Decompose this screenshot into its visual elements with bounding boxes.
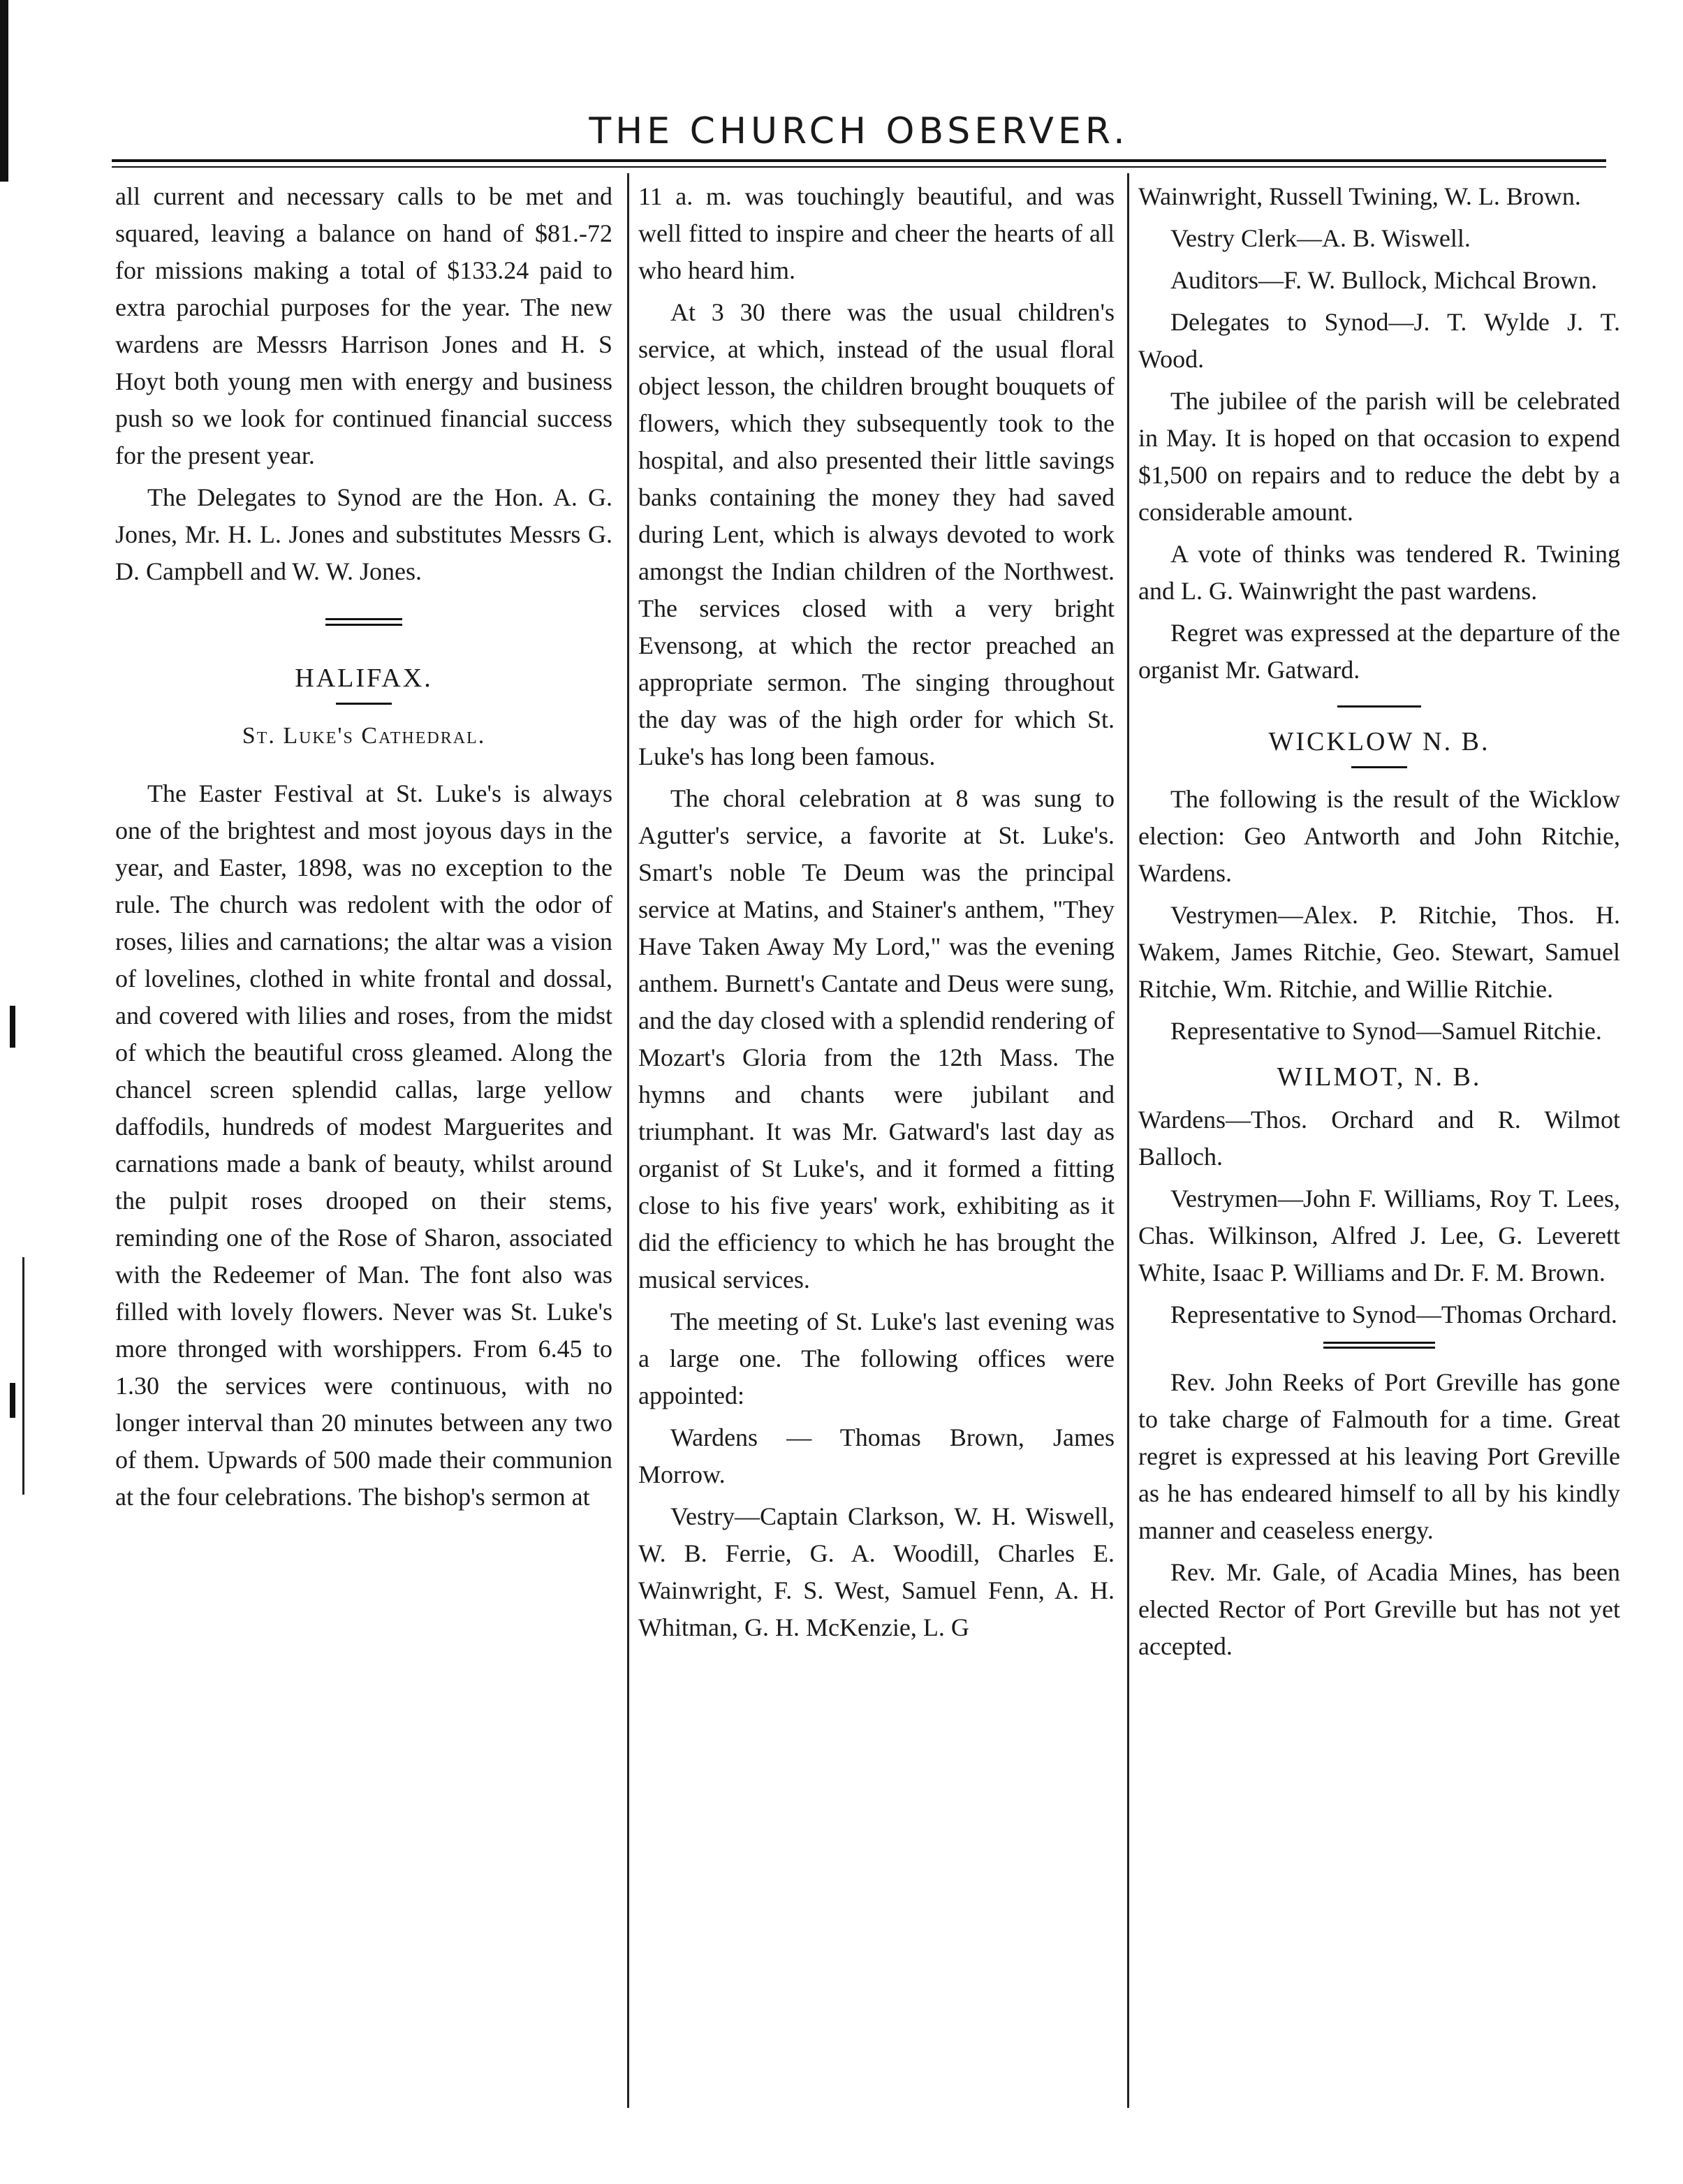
article-paragraph: A vote of thinks was tendered R. Twining and L. G. Wainwright the past wardens. <box>1138 540 1620 605</box>
article-paragraph: Rev. John Reeks of Port Greville has gone to take charge of Falmouth for a time. Great regret is expressed at his leaving Port Greville as he has endeared himself to all by his kindly manner and ceaseless energy. <box>1138 1368 1620 1544</box>
article-paragraph: Representative to Synod—Thomas Orchard. <box>1170 1300 1617 1328</box>
article-paragraph: The meeting of St. Luke's last evening was a large one. The following offices were appointed: <box>638 1307 1115 1409</box>
article-paragraph: Regret was expressed at the departure of the organist Mr. Gatward. <box>1138 619 1620 684</box>
section-heading: WILMOT, N. B. <box>1277 1062 1482 1092</box>
article-paragraph: Rev. Mr. Gale, of Acadia Mines, has been elected Rector of Port Greville but has not yet accepted. <box>1138 1558 1620 1660</box>
article-paragraph: At 3 30 there was the usual children's service, at which, instead of the usual floral object lesson, the children brought bouquets of flowers, which they subsequently took to the hospital, and also presented their little savings banks containing the money they had saved during Lent, which is always devoted to work amongst the Indian children of the Northwest. The services closed with a very bright Evensong, at which the rector preached an appropriate sermon. The singing throughout the day was of the high order for which St. Luke's has long been famous. <box>638 298 1115 770</box>
column-rule <box>627 173 629 2108</box>
article-paragraph: The Delegates to Synod are the Hon. A. G. Jones, Mr. H. L. Jones and substitutes Messrs G. D. Campbell and W. W. Jones. <box>115 483 612 585</box>
article-paragraph: Vestrymen—John F. Williams, Roy T. Lees, Chas. Wilkinson, Alfred J. Lee, G. Leverett White, Isaac P. Williams and Dr. F. M. Brown. <box>1138 1185 1620 1287</box>
article-paragraph: Wardens — Thomas Brown, James Morrow. <box>638 1423 1115 1488</box>
article-paragraph: 11 a. m. was touchingly beautiful, and was well fitted to inspire and cheer the hearts of all who heard him. <box>638 182 1115 284</box>
section-heading: HALIFAX. <box>295 664 433 693</box>
section-heading: WICKLOW N. B. <box>1268 727 1490 756</box>
column-3 <box>1138 178 1620 2120</box>
article-paragraph: The Easter Festival at St. Luke's is always one of the brightest and most joyous days in the year, and Easter, 1898, was no exception to the rule. The church was redolent with the odor of roses, lilies and carnations; the altar was a vision of lovelines, clothed in white frontal and dossal, and covered with lilies and roses, from the midst of which the beautiful cross gleamed. Along the chancel screen splendid callas, large yellow daffodils, hundreds of modest Marguerites and carnations made a bank of beauty, whilst around the pulpit roses drooped on their stems, reminding one of the Rose of Sharon, associated with the Redeemer of Man. The font also was filled with lovely flowers. Never was St. Luke's more thronged with worshippers. From 6.45 to 1.30 the services were continuous, with no longer interval than 20 minutes between any two of them. Upwards of 500 made their communion at the four celebrations. The bishop's sermon at <box>115 779 612 1511</box>
article-paragraph: Vestrymen—Alex. P. Ritchie, Thos. H. Wakem, James Ritchie, Geo. Stewart, Samuel Ritchie, Wm. Ritchie, and Willie Ritchie. <box>1138 901 1620 1003</box>
article-paragraph: all current and necessary calls to be met and squared, leaving a balance on hand of $81.-72 for missions making a total of $133.24 paid to extra parochial purposes for the year. The new wardens are Messrs Harrison Jones and H. S Hoyt both young men with energy and business push so we look for continued financial success for the present year. <box>115 182 612 469</box>
article-paragraph: Wainwright, Russell Twining, W. L. Brown. <box>1138 182 1581 210</box>
column-rule <box>1127 173 1129 2108</box>
section-divider <box>1323 1342 1435 1349</box>
article-paragraph: The jubilee of the parish will be celebrated in May. It is hoped on that occasion to expend $1,500 on repairs and to reduce the debt by a considerable amount. <box>1138 387 1620 526</box>
margin-speck <box>22 1257 24 1495</box>
masthead-title: THE CHURCH OBSERVER. <box>589 110 1129 152</box>
section-divider <box>1337 705 1421 708</box>
article-paragraph: Vestry—Captain Clarkson, W. H. Wiswell, W. B. Ferrie, G. A. Woodill, Charles E. Wainwright, F. S. West, Samuel Fenn, A. H. Whitman, G. H. McKenzie, L. G <box>638 1502 1115 1641</box>
article-paragraph: Auditors—F. W. Bullock, Michcal Brown. <box>1170 266 1598 294</box>
masthead-rule-secondary <box>112 166 1606 168</box>
article-paragraph: The following is the result of the Wicklow election: Geo Antworth and John Ritchie, Wardens. <box>1138 785 1620 887</box>
column-2 <box>638 178 1115 2120</box>
section-divider <box>325 618 402 626</box>
heading-rule <box>1351 766 1407 768</box>
article-paragraph: The choral celebration at 8 was sung to Agutter's service, a favorite at St. Luke's. Smart's noble Te Deum was the principal service at Matins, and Stainer's anthem, "They Have Taken Away My Lord," was the evening anthem. Burnett's Cantate and Deus were sung, and the day closed with a splendid rendering of Mozart's Gloria from the 12th Mass. The hymns and chants were jubilant and triumphant. It was Mr. Gatward's last day as organist of St Luke's, and it formed a fitting close to his five years' work, exhibiting as it did the efficiency to which he has brought the musical services. <box>638 784 1115 1293</box>
binding-edge-mark <box>0 0 8 182</box>
article-paragraph: Delegates to Synod—J. T. Wylde J. T. Wood. <box>1138 308 1620 373</box>
binding-edge-mark <box>10 1006 15 1048</box>
heading-rule <box>336 703 392 705</box>
article-paragraph: Vestry Clerk—A. B. Wiswell. <box>1170 224 1471 252</box>
column-1 <box>115 178 612 2120</box>
masthead-rule <box>112 159 1606 162</box>
article-paragraph: Representative to Synod—Samuel Ritchie. <box>1170 1017 1602 1045</box>
section-subheading: St. Luke's Cathedral. <box>242 723 486 749</box>
binding-edge-mark <box>10 1383 15 1418</box>
article-paragraph: Wardens—Thos. Orchard and R. Wilmot Balloch. <box>1138 1106 1620 1171</box>
